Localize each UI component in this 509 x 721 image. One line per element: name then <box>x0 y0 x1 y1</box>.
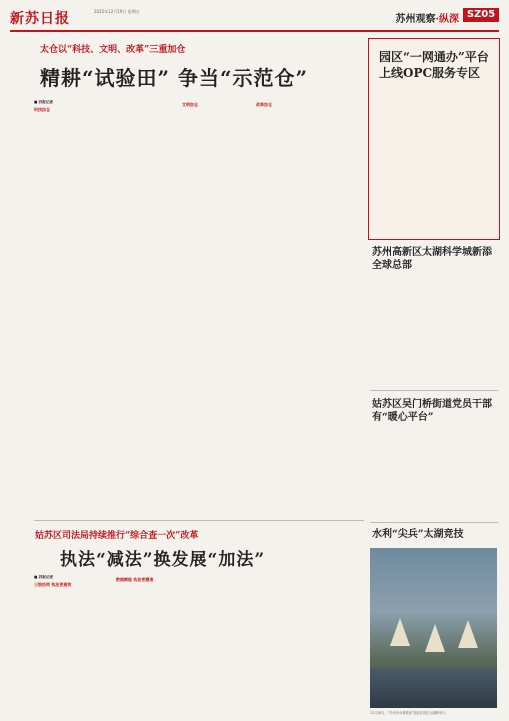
section-prefix: 苏州观察 <box>395 14 436 25</box>
second-kicker: 姑苏区司法局持续推行“综合查一次”改革 <box>35 531 199 541</box>
second-subhead-1: 三级协同 执法更高效 <box>34 582 72 588</box>
page-code: SZ05 <box>463 8 499 22</box>
story2-body <box>372 276 497 386</box>
masthead-rule <box>10 30 499 32</box>
story4-title: 水利“尖兵”太湖竞技 <box>372 529 464 540</box>
sail-shape <box>458 620 478 648</box>
newspaper-logo: 新苏日报 <box>10 11 70 27</box>
lead-column-1 <box>34 100 102 510</box>
second-column-3 <box>198 575 274 715</box>
sail-shape <box>390 618 410 646</box>
second-column-2 <box>116 575 192 715</box>
section-suffix: ·纵深 <box>435 14 459 25</box>
highlight-body <box>377 89 491 234</box>
second-column-1 <box>34 575 110 715</box>
story3-body <box>372 428 497 518</box>
second-column-4 <box>280 575 360 715</box>
lead-kicker: 太仓以“科技、文明、改革”三重加仓 <box>40 45 186 55</box>
highlight-box <box>368 38 500 240</box>
right-divider-1 <box>370 390 498 391</box>
lead-column-4 <box>256 100 324 510</box>
section-title <box>396 10 459 25</box>
lead-column-3 <box>182 100 250 510</box>
lead-subhead-3: 改革加仓 <box>256 102 272 107</box>
story2-title: 苏州高新区太湖科学城新添全球总部 <box>372 247 492 271</box>
lead-headline: 精耕“试验田” 争当“示范仓” <box>40 66 308 90</box>
sail-shape <box>425 624 445 652</box>
lead-byline: ■ 苏报记者 <box>34 100 54 104</box>
regatta-photo <box>370 548 497 708</box>
highlight-title: 园区“一网通办”平台上线OPC服务专区 <box>379 50 489 80</box>
issue-date: 2025年12月19日 星期五 <box>94 9 140 14</box>
lead-column-2 <box>108 100 176 510</box>
water-area <box>370 668 497 708</box>
masthead <box>10 6 499 32</box>
lead-subhead-1: 科技加仓 <box>34 107 50 113</box>
second-subhead-2: 数据赋能 执法更精准 <box>116 577 154 582</box>
right-divider-2 <box>370 522 498 523</box>
lead-subhead-2: 文明加仓 <box>182 102 198 107</box>
section-divider <box>34 520 364 521</box>
second-headline: 执法“减法”换发展“加法” <box>60 550 266 570</box>
photo-caption: 12月18日，“苏州市水利系统”技能竞赛在太湖畔举行。 <box>370 711 449 715</box>
story3-title: 姑苏区吴门桥街道党员干部有“暖心平台” <box>372 399 492 423</box>
second-byline: ■ 苏报记者 <box>34 575 54 579</box>
